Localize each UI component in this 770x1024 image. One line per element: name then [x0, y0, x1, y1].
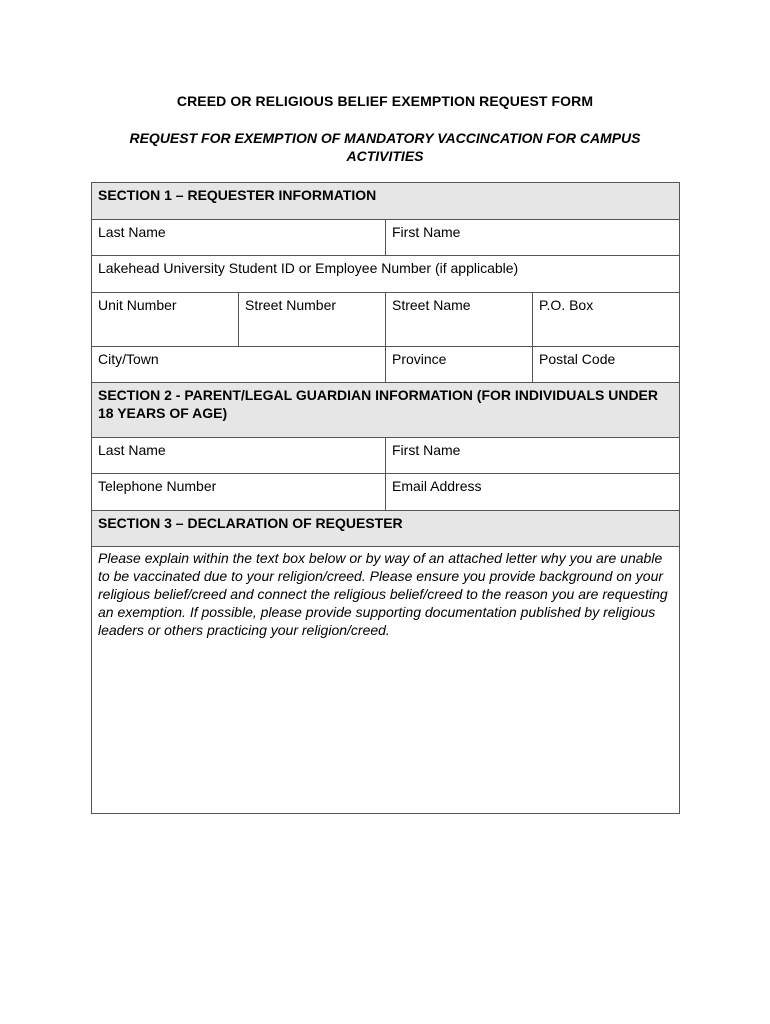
declaration-text-box[interactable]: [92, 547, 679, 813]
guardian-name-row: [91, 437, 680, 473]
declaration-row: [91, 546, 680, 814]
postal-code-field[interactable]: Postal Code: [539, 351, 616, 367]
requester-name-row: [91, 219, 680, 255]
guardian-email-field[interactable]: Email Address: [392, 478, 482, 494]
exemption-form: [91, 182, 680, 814]
section-2-header-row: [91, 382, 680, 437]
section-3-heading: SECTION 3 – DECLARATION OF REQUESTER: [92, 511, 679, 546]
declaration-instructions: Please explain within the text box below or by way of an attached letter why you are unable to be vaccinated due to your religion/creed. Please ensure you provide background on your religious belief/creed and connect the religious belief/creed to the reason you are requesting an exemption. If possible, please provide supporting documentation published by religious leaders or others practicing your religion/creed.: [98, 550, 668, 638]
section-1-heading: SECTION 1 – REQUESTER INFORMATION: [92, 183, 679, 219]
section-2-heading: SECTION 2 - PARENT/LEGAL GUARDIAN INFORMATION (FOR INDIVIDUALS UNDER 18 YEARS OF AGE): [92, 383, 679, 437]
form-subtitle: REQUEST FOR EXEMPTION OF MANDATORY VACCINCATION FOR CAMPUS ACTIVITIES: [129, 130, 641, 164]
guardian-last-name-field[interactable]: Last Name: [92, 438, 386, 473]
student-id-row: [91, 255, 680, 292]
po-box-field[interactable]: P.O. Box: [539, 297, 594, 313]
student-id-field[interactable]: Lakehead University Student ID or Employee Number (if applicable): [98, 260, 519, 276]
guardian-first-name-field[interactable]: First Name: [392, 442, 461, 458]
section-1-header-row: [91, 182, 680, 219]
form-title: CREED OR RELIGIOUS BELIEF EXEMPTION REQUEST FORM: [176, 93, 594, 109]
section-3-header-row: [91, 510, 680, 546]
street-number-field[interactable]: Street Number: [239, 293, 386, 346]
requester-first-name-field[interactable]: First Name: [392, 224, 461, 240]
street-name-field[interactable]: Street Name: [386, 293, 533, 346]
city-row: [91, 346, 680, 382]
guardian-contact-row: [91, 473, 680, 510]
guardian-telephone-field[interactable]: Telephone Number: [92, 474, 386, 510]
address-row: [91, 292, 680, 346]
requester-last-name-field[interactable]: Last Name: [92, 220, 386, 255]
city-town-field[interactable]: City/Town: [92, 347, 386, 382]
unit-number-field[interactable]: Unit Number: [92, 293, 239, 346]
province-field[interactable]: Province: [386, 347, 533, 382]
